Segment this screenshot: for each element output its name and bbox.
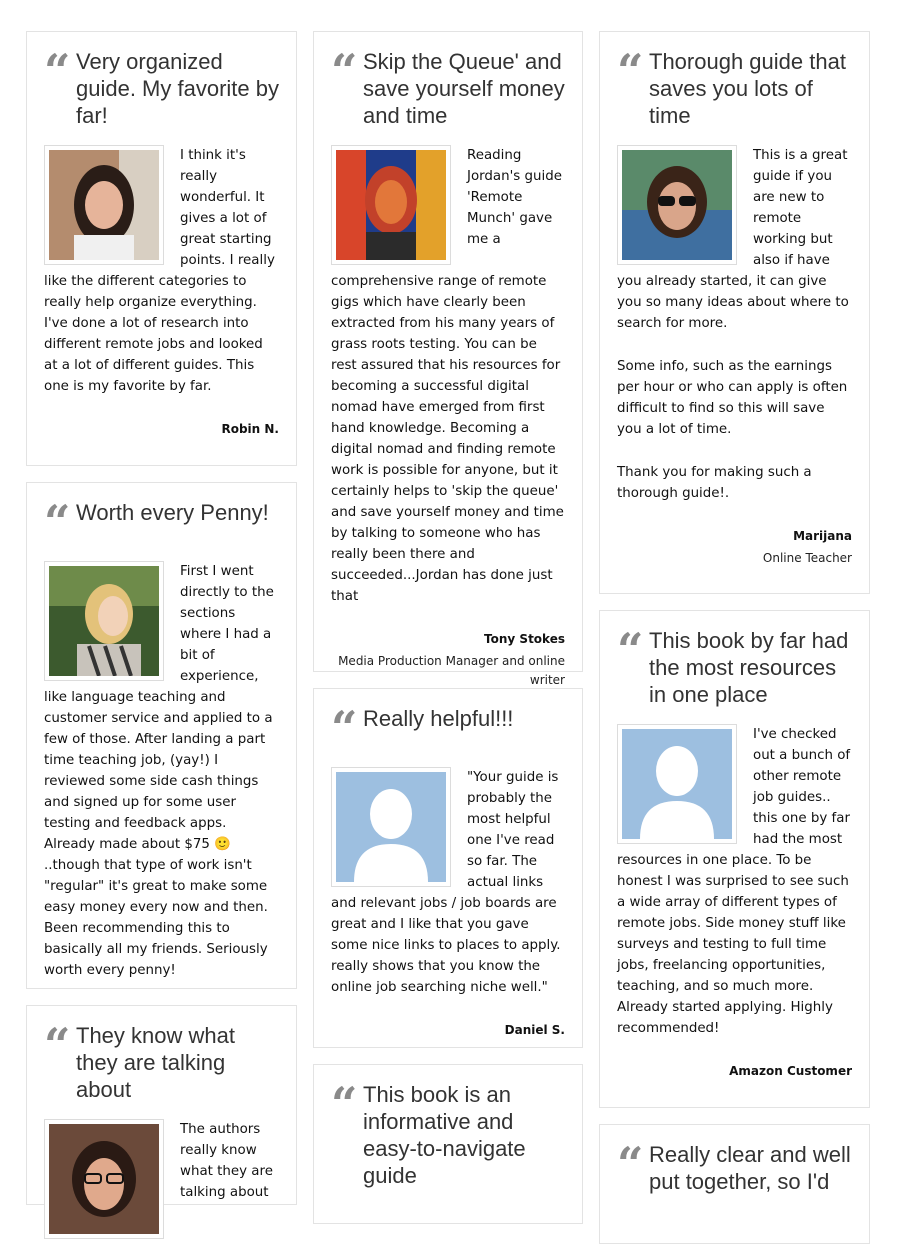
- testimonial-body: [331, 767, 565, 1041]
- testimonial-title: Skip the Queue' and save yourself money and time: [363, 49, 565, 128]
- author-name: Robin N.: [221, 422, 279, 436]
- testimonial-title: Worth every Penny!: [76, 500, 269, 525]
- quote-icon: “: [617, 1137, 644, 1191]
- testimonial-title: This book by far had the most resources in one place: [649, 628, 849, 707]
- testimonial-title: Very organized guide. My favorite by far!: [76, 49, 279, 128]
- testimonial-body: [44, 1119, 279, 1203]
- testimonial-text: First I went directly to the sections where I had a bit of experience, like language teaching and customer service and applied to a few of those. After landing a part time teaching job, (yay!) I reviewed some side cash things and signed up for some user testing and feedback apps. Already made about $75 🙂 ..though that type of work isn't "regular" it's great to make some easy money every now and then. Been recommending this to basically all my friends. Seriously worth every penny!: [44, 564, 274, 978]
- testimonial-title: They know what they are talking about: [76, 1023, 235, 1102]
- testimonial-text: "Your guide is probably the most helpful one I've read so far. The actual links and relevant jobs / job boards are great and I like that you gave some nice links to places to apply. really shows that you know the online job searching niche well.": [331, 770, 561, 995]
- quote-icon: “: [44, 1018, 71, 1072]
- author-role: Online Teacher: [762, 551, 852, 565]
- testimonial-text: This is a great guide if you are new to remote working but also if have you already started, it can give you so many ideas about where to search for more.: [617, 148, 849, 331]
- testimonial-card: [599, 610, 870, 1108]
- testimonial-card: [26, 482, 297, 989]
- testimonial-text: Thank you for making such a thorough guide!.: [617, 465, 812, 501]
- author-name: Tony Stokes: [484, 632, 565, 646]
- testimonial-card: [599, 1124, 870, 1244]
- testimonial-title: Really clear and well put together, so I'd: [649, 1142, 851, 1194]
- testimonial-title: This book is an informative and easy-to-navigate guide: [363, 1082, 526, 1188]
- testimonial-card: [313, 1064, 583, 1224]
- quote-icon: “: [331, 44, 358, 98]
- avatar-placeholder: [331, 767, 451, 887]
- avatar: [44, 145, 164, 265]
- avatar: [331, 145, 451, 265]
- testimonial-text: The authors really know what they are talking about: [180, 1122, 273, 1200]
- testimonial-text: I think it's really wonderful. It gives a lot of great starting points. I really like the different categories to really help organize everything. I've done a lot of research into different remote jobs and looked at a lot of different guides. This one is my favorite by far.: [44, 148, 275, 394]
- testimonial-title: Really helpful!!!: [363, 706, 514, 731]
- testimonial-card: [313, 31, 583, 687]
- testimonial-text: I've checked out a bunch of other remote job guides.. this one by far had the most resources in one place. To be honest I was surprised to see such a wide array of different types of remote jobs. Side money stuff like surveys and testing to full time jobs, freelancing opportunities, teaching, and so much more. Already started applying. Highly recommended!: [617, 727, 851, 1036]
- quote-icon: “: [331, 1077, 358, 1131]
- avatar: [617, 145, 737, 265]
- testimonial-card: [26, 1005, 297, 1205]
- author-name: Daniel S.: [504, 1023, 565, 1037]
- quote-icon: “: [331, 701, 358, 755]
- testimonial-body: [617, 724, 852, 1082]
- testimonial-title: Thorough guide that saves you lots of time: [649, 49, 846, 128]
- quote-icon: “: [617, 623, 644, 677]
- author-name: Marijana: [793, 529, 852, 543]
- avatar: [44, 1119, 164, 1239]
- testimonial-body: [617, 145, 852, 568]
- avatar-placeholder: [617, 724, 737, 844]
- testimonial-card: [26, 31, 297, 466]
- testimonial-text: Some info, such as the earnings per hour or who can apply is often difficult to find so this will save you a lot of time.: [617, 359, 848, 437]
- author-role: Media Production Manager and online writer: [338, 654, 565, 687]
- testimonial-card: [313, 688, 583, 1048]
- testimonial-body: [44, 561, 279, 1024]
- quote-icon: “: [44, 495, 71, 549]
- testimonial-card: [599, 31, 870, 594]
- quote-icon: “: [617, 44, 644, 98]
- testimonial-body: [331, 145, 565, 690]
- testimonial-body: [44, 145, 279, 440]
- avatar: [44, 561, 164, 681]
- author-name: Amazon Customer: [729, 1064, 852, 1078]
- quote-icon: “: [44, 44, 71, 98]
- testimonial-text: Reading Jordan's guide 'Remote Munch' gave me a comprehensive range of remote gigs which have clearly been extracted from his many years of grass roots testing. You can be rest assured that his resources for becoming a successful digital nomad have emerged from first hand knowledge. Becoming a digital nomad and finding remote work is possible for anyone, but it certainly helps to 'skip the queue' and save yourself money and time by talking to someone who has really been there and succeeded...Jordan has done just that: [331, 148, 564, 604]
